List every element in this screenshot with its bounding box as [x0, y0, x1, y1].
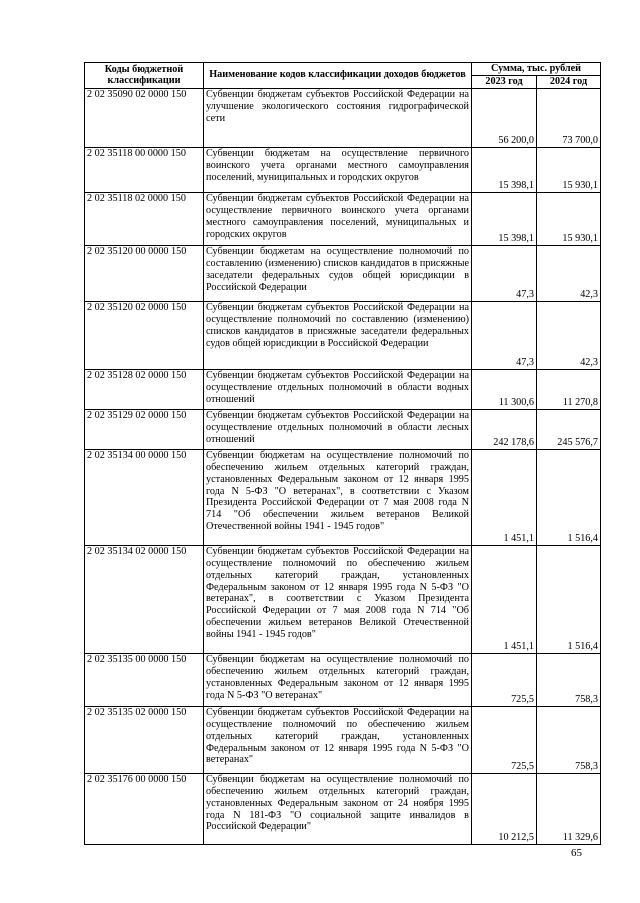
row-name: Субвенции бюджетам субъектов Российской Федерации на осуществление полномочий по составлению (изменению) списков кандидатов в присяжные заседатели федеральных судов общей юрисдикции в Российской Федерации	[204, 301, 472, 369]
row-value-2024: 1 516,4	[537, 449, 601, 545]
header-name: Наименование кодов классификации доходов бюджетов	[204, 63, 472, 89]
row-code: 2 02 35128 02 0000 150	[85, 369, 204, 409]
row-name: Субвенции бюджетам субъектов Российской Федерации на улучшение экологического состояния гидрографической сети	[204, 88, 472, 147]
header-codes: Коды бюджетной классификации	[85, 63, 204, 89]
header-sum: Сумма, тыс. рублей	[472, 63, 601, 76]
row-value-2024: 245 576,7	[537, 409, 601, 449]
table-row	[85, 192, 601, 245]
row-value-2024: 11 270,8	[537, 369, 601, 409]
row-code: 2 02 35120 00 0000 150	[85, 245, 204, 301]
row-value-2024: 758,3	[537, 706, 601, 773]
row-value-2024: 15 930,1	[537, 192, 601, 245]
row-name: Субвенции бюджетам субъектов Российской Федерации на осуществление первичного воинского учета органами местного самоуправления поселений, муниципальных и городских округов	[204, 192, 472, 245]
row-value-2024: 15 930,1	[537, 147, 601, 192]
row-code: 2 02 35135 02 0000 150	[85, 706, 204, 773]
row-value-2023: 242 178,6	[472, 409, 537, 449]
row-name: Субвенции бюджетам субъектов Российской Федерации на осуществление полномочий по обеспечению жильем отдельных категорий граждан, установленных Федеральным законом от 12 января 1995 года N 5-ФЗ "О ветеранах"	[204, 706, 472, 773]
row-value-2023: 10 212,5	[472, 773, 537, 844]
header-year-2024: 2024 год	[537, 75, 601, 88]
row-value-2024: 42,3	[537, 245, 601, 301]
row-code: 2 02 35090 02 0000 150	[85, 88, 204, 147]
row-value-2023: 15 398,1	[472, 192, 537, 245]
table-row	[85, 369, 601, 409]
row-value-2023: 1 451,1	[472, 545, 537, 653]
row-value-2024: 42,3	[537, 301, 601, 369]
row-value-2024: 11 329,6	[537, 773, 601, 844]
table-row	[85, 301, 601, 369]
row-code: 2 02 35118 02 0000 150	[85, 192, 204, 245]
row-name: Субвенции бюджетам на осуществление полномочий по обеспечению жильем отдельных категорий граждан, установленных Федеральным законом от 12 января 1995 года N 5-ФЗ "О ветеранах", в соответствии с Указом Президента Российской Федерации от 7 мая 2008 года N 714 "Об обеспечении жильем ветеранов Великой Отечественной войны 1941 - 1945 годов"	[204, 449, 472, 545]
row-value-2023: 11 300,6	[472, 369, 537, 409]
row-code: 2 02 35134 00 0000 150	[85, 449, 204, 545]
row-value-2023: 47,3	[472, 301, 537, 369]
table-row	[85, 245, 601, 301]
table-row	[85, 409, 601, 449]
row-name: Субвенции бюджетам на осуществление полномочий по составлению (изменению) списков кандидатов в присяжные заседатели федеральных судов общей юрисдикции в Российской Федерации	[204, 245, 472, 301]
row-name: Субвенции бюджетам на осуществление полномочий по обеспечению жильем отдельных категорий граждан, установленных Федеральным законом от 24 ноября 1995 года N 181-ФЗ "О социальной защите инвалидов в Российской Федерации"	[204, 773, 472, 844]
row-value-2023: 1 451,1	[472, 449, 537, 545]
row-name: Субвенции бюджетам субъектов Российской Федерации на осуществление полномочий по обеспечению жильем отдельных категорий граждан, установленных Федеральным законом от 12 января 1995 года N 5-ФЗ "О ветеранах", в соответствии с Указом Президента Российской Федерации от 7 мая 2008 года N 714 "Об обеспечении жильем ветеранов Великой Отечественной войны 1941 - 1945 годов"	[204, 545, 472, 653]
row-value-2023: 56 200,0	[472, 88, 537, 147]
header-year-2023: 2023 год	[472, 75, 537, 88]
row-value-2023: 47,3	[472, 245, 537, 301]
row-value-2023: 725,5	[472, 706, 537, 773]
table-row	[85, 449, 601, 545]
row-code: 2 02 35134 02 0000 150	[85, 545, 204, 653]
row-code: 2 02 35176 00 0000 150	[85, 773, 204, 844]
table-row	[85, 88, 601, 147]
table-row	[85, 147, 601, 192]
row-code: 2 02 35120 02 0000 150	[85, 301, 204, 369]
table-body	[85, 88, 601, 844]
row-value-2024: 73 700,0	[537, 88, 601, 147]
row-code: 2 02 35129 02 0000 150	[85, 409, 204, 449]
budget-table	[84, 62, 601, 845]
row-name: Субвенции бюджетам на осуществление полномочий по обеспечению жильем отдельных категорий граждан, установленных Федеральным законом от 12 января 1995 года N 5-ФЗ "О ветеранах"	[204, 653, 472, 706]
row-name: Субвенции бюджетам на осуществление первичного воинского учета органами местного самоуправления поселений, муниципальных и городских округов	[204, 147, 472, 192]
table-row	[85, 773, 601, 844]
page-number: 65	[571, 847, 582, 859]
row-name: Субвенции бюджетам субъектов Российской Федерации на осуществление отдельных полномочий в области лесных отношений	[204, 409, 472, 449]
row-code: 2 02 35118 00 0000 150	[85, 147, 204, 192]
table-row	[85, 545, 601, 653]
table-row	[85, 706, 601, 773]
row-name: Субвенции бюджетам субъектов Российской Федерации на осуществление отдельных полномочий в области водных отношений	[204, 369, 472, 409]
row-value-2024: 758,3	[537, 653, 601, 706]
row-value-2024: 1 516,4	[537, 545, 601, 653]
row-value-2023: 15 398,1	[472, 147, 537, 192]
row-value-2023: 725,5	[472, 653, 537, 706]
row-code: 2 02 35135 00 0000 150	[85, 653, 204, 706]
table-row	[85, 653, 601, 706]
